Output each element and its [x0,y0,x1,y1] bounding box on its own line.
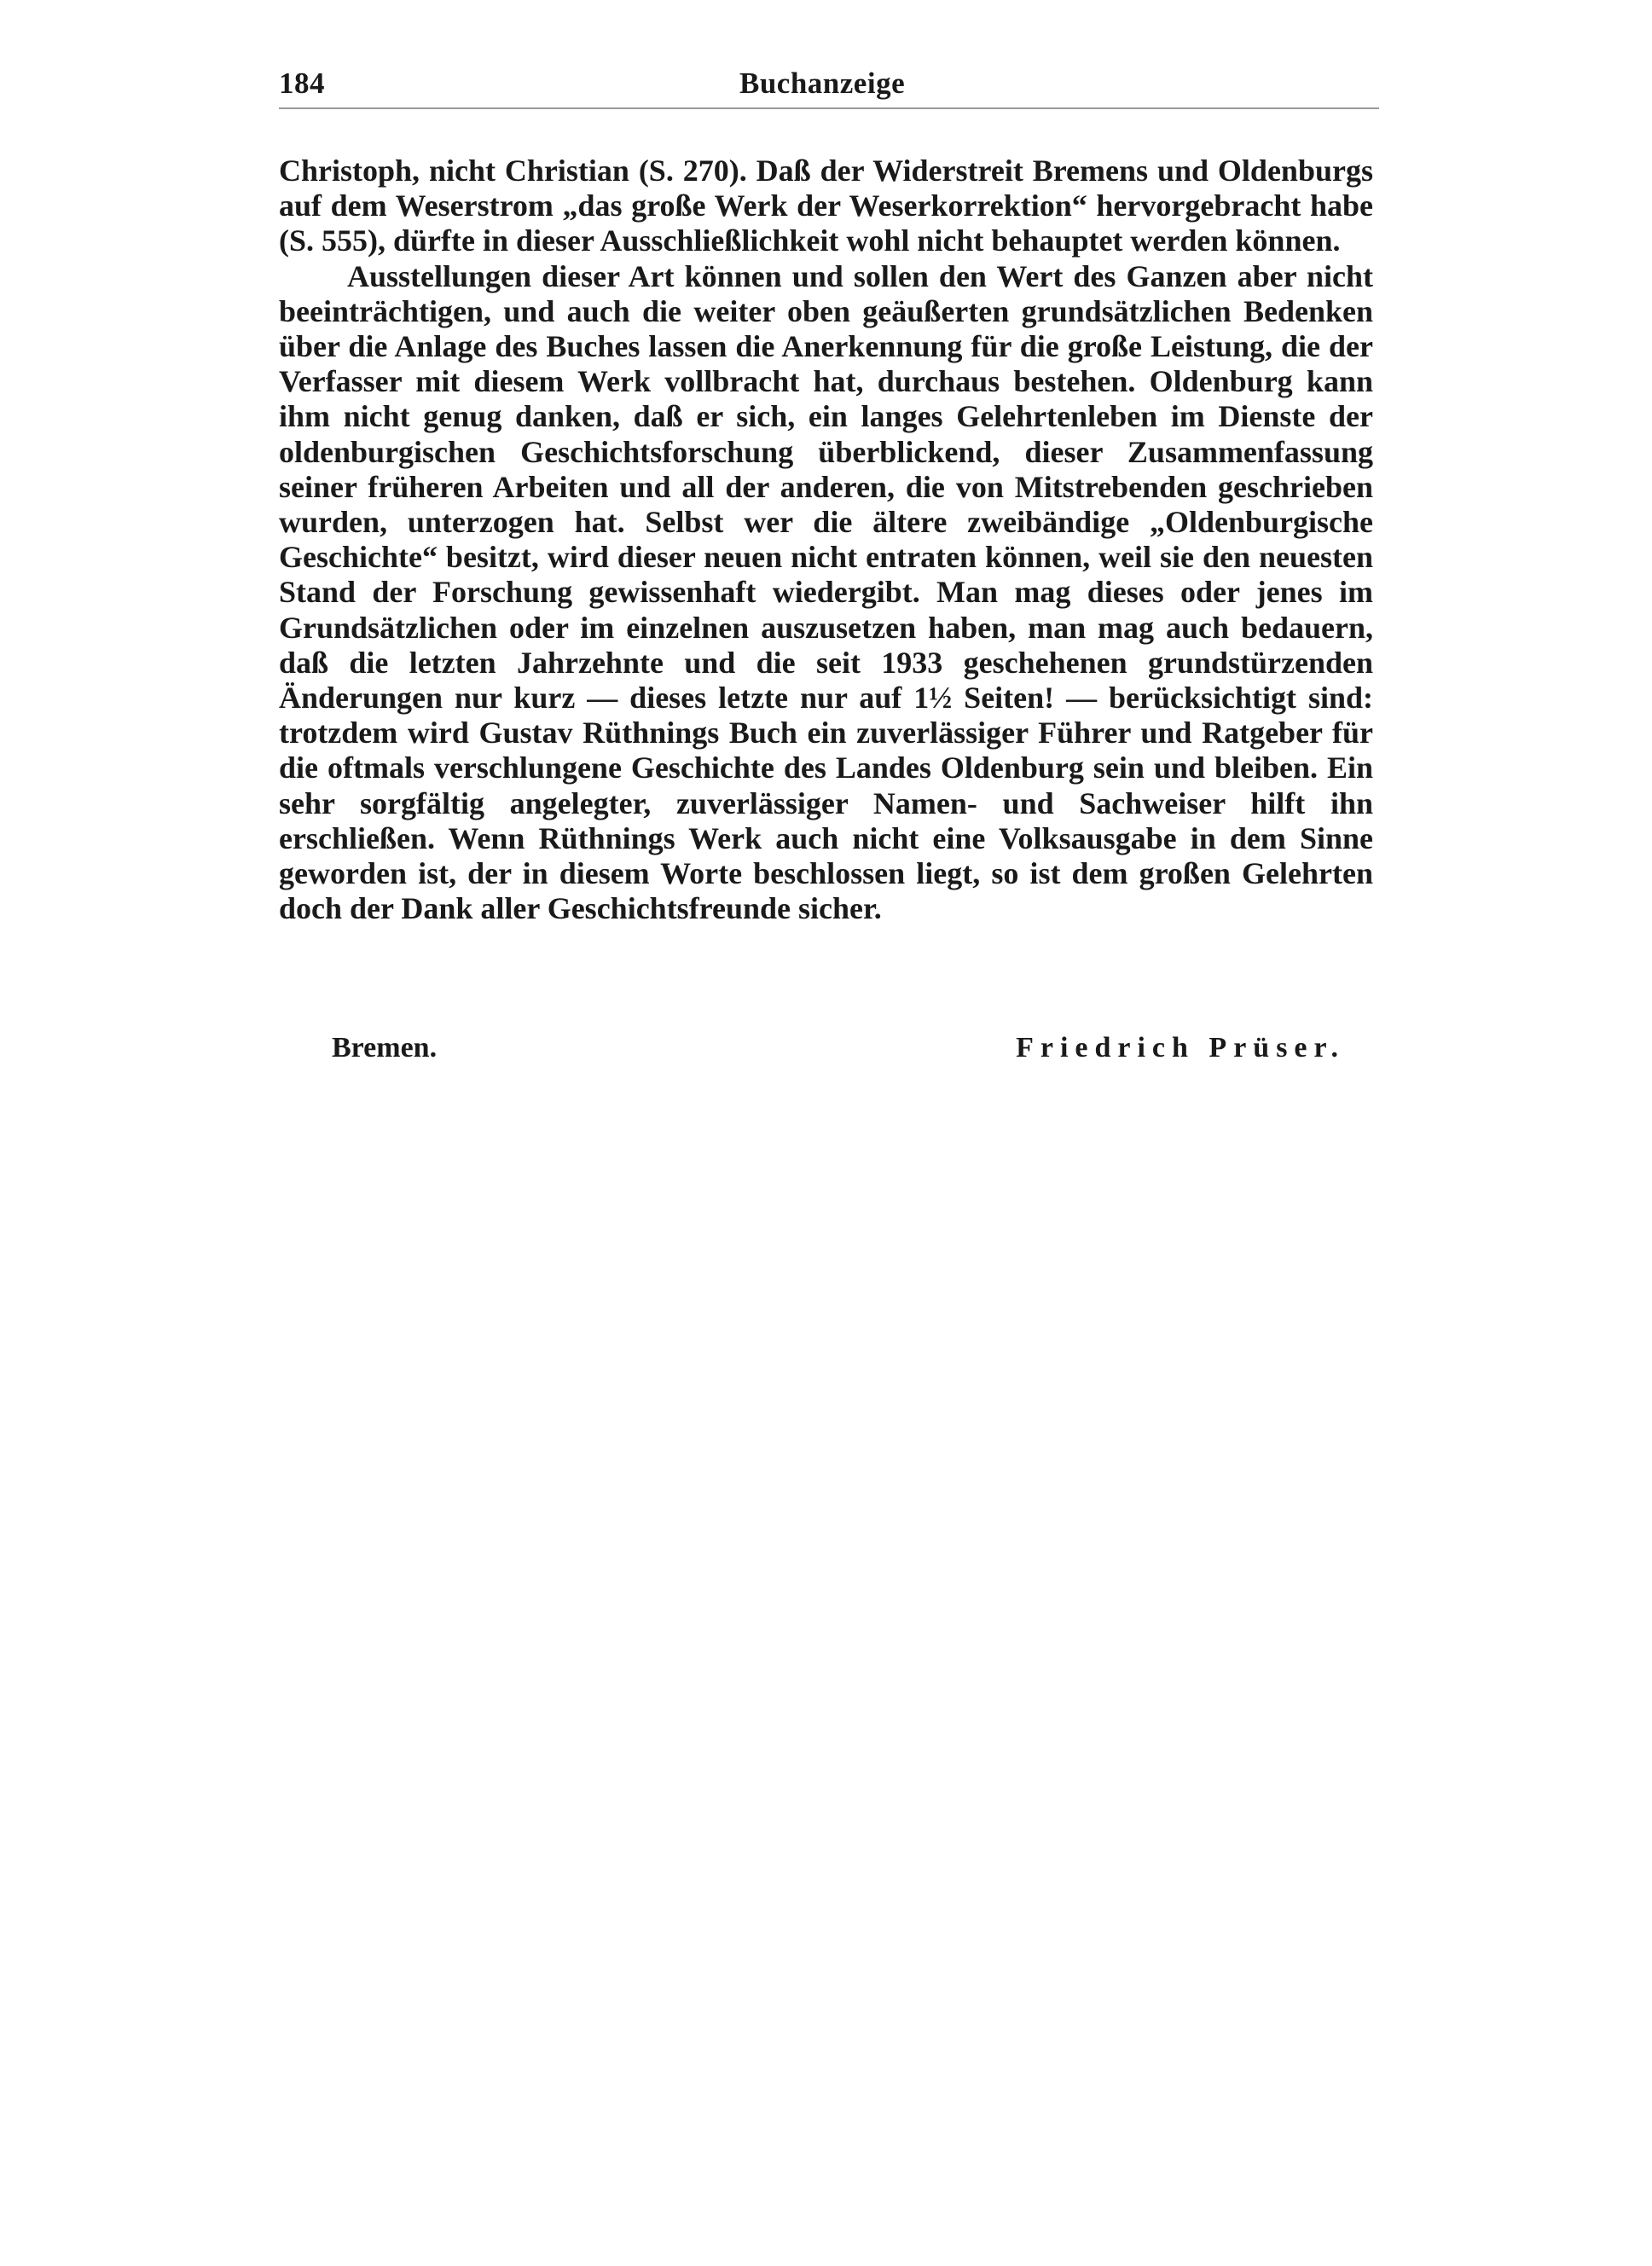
running-title: Buchanzeige [739,67,906,100]
signature-line [279,1032,1379,1075]
signature-author: Friedrich Prüser. [1016,1032,1345,1063]
body-text [279,154,1373,926]
paragraph-main: Ausstellungen dieser Art können und sollen den Wert des Ganzen aber nicht beeinträchtigen, und auch die weiter oben geäußerten grundsätzlichen Bedenken über die Anlage des Buches lassen die Anerkennung für die große Leistung, die der Verfasser mit diesem Werk vollbracht hat, durchaus bestehen. Oldenburg kann ihm nicht genug danken, daß er sich, ein langes Gelehrtenleben im Dienste der oldenburgischen Geschichtsforschung überblickend, dieser Zusammenfassung seiner früheren Arbeiten und all der anderen, die von Mitstrebenden geschrieben wurden, unterzogen hat. Selbst wer die ältere zweibändige „Oldenburgische Geschichte“ besitzt, wird dieser neuen nicht entraten können, weil sie den neuesten Stand der Forschung gewissenhaft wiedergibt. Man mag dieses oder jenes im Grundsätzlichen oder im einzelnen auszusetzen haben, man mag auch bedauern, daß die letzten Jahrzehnte und die seit 1933 geschehenen grundstürzenden Änderungen nur kurz — dieses letzte nur auf 1½ Seiten! — berücksichtigt sind: trotzdem wird Gustav Rüthnings Buch ein zuverlässiger Führer und Ratgeber für die oftmals verschlungene Geschichte des Landes Oldenburg sein und bleiben. Ein sehr sorgfältig angelegter, zuverlässiger Namen- und Sachweiser hilft ihn erschließen. Wenn Rüthnings Werk auch nicht eine Volksausgabe in dem Sinne geworden ist, der in diesem Worte beschlossen liegt, so ist dem großen Gelehrten doch der Dank aller Geschichtsfreunde sicher. [279,258,1373,926]
signature-place: Bremen. [332,1032,438,1063]
paragraph-continuation: Christoph, nicht Christian (S. 270). Daß der Widerstreit Bremens und Oldenburgs auf dem Weserstrom „das große Werk der Weserkorrektion“ hervorgebracht habe (S. 555), dürfte in dieser Ausschließlichkeit wohl nicht behauptet werden können. [279,154,1373,258]
header-divider [279,107,1379,109]
running-head [279,61,1379,113]
page-number: 184 [279,67,325,100]
